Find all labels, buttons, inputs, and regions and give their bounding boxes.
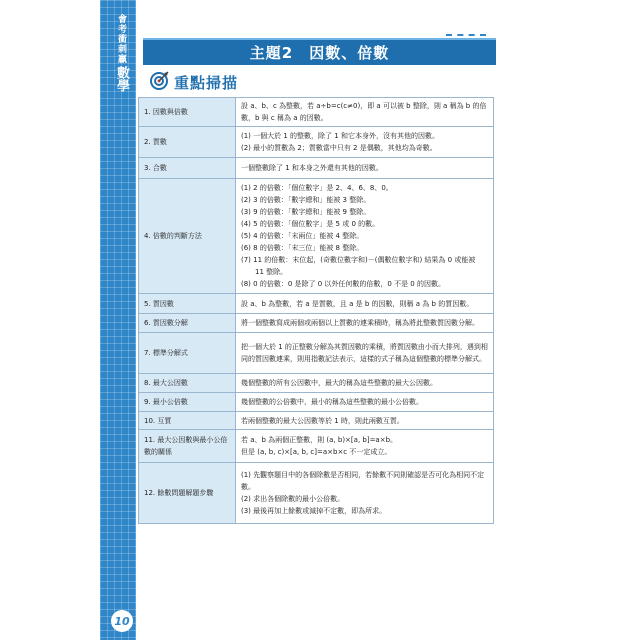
table-row (139, 294, 494, 314)
description-cell (236, 158, 494, 179)
book-series-label (110, 14, 132, 92)
section-header (148, 70, 238, 94)
term-cell: 3. 合數 (139, 158, 236, 179)
key-points-table (138, 97, 494, 524)
term-cell: 9. 最小公倍數 (139, 393, 236, 412)
description-line: (6) 8 的倍數：「末三位」能被 8 整除。 (241, 244, 364, 252)
table-row (139, 412, 494, 430)
description-line: 設 a、b 為整數，若 a 是質數，且 a 是 b 的因數，則稱 a 為 b 的質因數。 (241, 299, 474, 308)
description-line: (5) 4 的倍數：「末兩位」能被 4 整除。 (241, 232, 364, 240)
term-cell: 4. 倍數的判斷方法 (139, 179, 236, 294)
series-text: 會考衝刺贏 (116, 14, 126, 64)
term-cell: 11. 最大公因數與最小公倍數的關係 (139, 430, 236, 463)
description-line: 把一個大於 1 的正整數分解為其質因數的乘積，將質因數由小而大排列，遇到相同的質因數連乘，則用指數記法表示，這樣的式子稱為這個整數的標準分解式。 (241, 343, 488, 363)
description-line: (1) 一個大於 1 的整數，除了 1 和它本身外，沒有其他的因數。 (241, 132, 439, 140)
table-row (139, 430, 494, 463)
table-row (139, 393, 494, 412)
description-line: 設 a、b、c 為整數，若 a÷b=c(c≠0)，即 a 可以被 b 整除，則 a 稱為 b 的倍數，b 與 c 稱為 a 的因數。 (241, 102, 487, 122)
description-line: (3) 9 的倍數：「數字總和」能被 9 整除。 (241, 208, 371, 216)
description-line: 若兩個整數的最大公因數等於 1 時，則此兩數互質。 (241, 416, 404, 425)
table-row (139, 127, 494, 158)
table-row (139, 158, 494, 179)
description-line: (1) 2 的倍數：「個位數字」是 2、4、6、8、0。 (241, 184, 393, 192)
description-line: 但是 (a, b, c)×[a, b, c]=a×b×c 不一定成立。 (241, 448, 392, 456)
section-title: 重點掃描 (174, 73, 239, 92)
description-line: (3) 最後再加上餘數或減掉不定數，即為所求。 (241, 507, 387, 515)
term-cell: 8. 最大公因數 (139, 374, 236, 393)
table-row (139, 333, 494, 374)
term-cell: 6. 質因數分解 (139, 314, 236, 333)
description-line: 11 整除。 (241, 268, 288, 276)
description-line: 將一個整數寫成兩個或兩個以上質數的連乘積時，稱為將此整數質因數分解。 (241, 319, 479, 327)
description-line: (2) 最小的質數為 2；質數當中只有 2 是偶數，其他均為奇數。 (241, 144, 437, 152)
description-line: (7) 11 的倍數：末位起，(奇數位數字和)－(偶數位數字和) 結果為 0 或能被 (241, 256, 476, 264)
term-cell: 5. 質因數 (139, 294, 236, 314)
topic-title: 主題2 因數、倍數 (249, 44, 390, 62)
description-cell (236, 98, 494, 127)
description-cell (236, 314, 494, 333)
table-row (139, 179, 494, 294)
description-cell (236, 294, 494, 314)
table-row (139, 463, 494, 524)
description-cell (236, 393, 494, 412)
description-line: 幾個整數的公倍數中，最小的稱為這些整數的最小公倍數。 (241, 398, 423, 406)
description-line: 若 a、b 為兩個正整數，則 (a, b)×[a, b]=a×b。 (241, 436, 398, 444)
description-line: (4) 5 的倍數：「個位數字」是 5 或 0 的數。 (241, 220, 380, 228)
description-cell (236, 430, 494, 463)
topic-banner (143, 40, 496, 65)
description-line: 幾個整數的所有公因數中，最大的稱為這些整數的最大公因數。 (241, 379, 437, 387)
description-line: (2) 3 的倍數：「數字總和」能被 3 整除。 (241, 196, 371, 204)
table-row (139, 374, 494, 393)
term-cell: 12. 餘數問題解題步驟 (139, 463, 236, 524)
table-row (139, 98, 494, 127)
term-cell: 10. 互質 (139, 412, 236, 430)
side-strip (100, 0, 136, 640)
term-cell: 1. 因數與倍數 (139, 98, 236, 127)
description-cell (236, 412, 494, 430)
target-arrow-icon (148, 69, 170, 95)
description-line: (2) 求出各個除數的最小公倍數。 (241, 495, 345, 503)
description-line: (8) 0 的倍數：0 是除了 0 以外任何數的倍數，0 不是 0 的因數。 (241, 280, 445, 288)
term-cell: 7. 標準分解式 (139, 333, 236, 374)
description-cell (236, 463, 494, 524)
description-cell (236, 333, 494, 374)
table-row (139, 314, 494, 333)
subject-text: 數學 (114, 66, 129, 92)
description-line: (1) 先觀察題目中的各個除數是否相同，若餘數不同則確認是否可化為相同不定數。 (241, 471, 485, 491)
description-line: 一個整數除了 1 和本身之外還有其他的因數。 (241, 164, 383, 172)
page-number: 10 (111, 610, 133, 632)
term-cell: 2. 質數 (139, 127, 236, 158)
description-cell (236, 374, 494, 393)
description-cell (236, 127, 494, 158)
description-cell (236, 179, 494, 294)
